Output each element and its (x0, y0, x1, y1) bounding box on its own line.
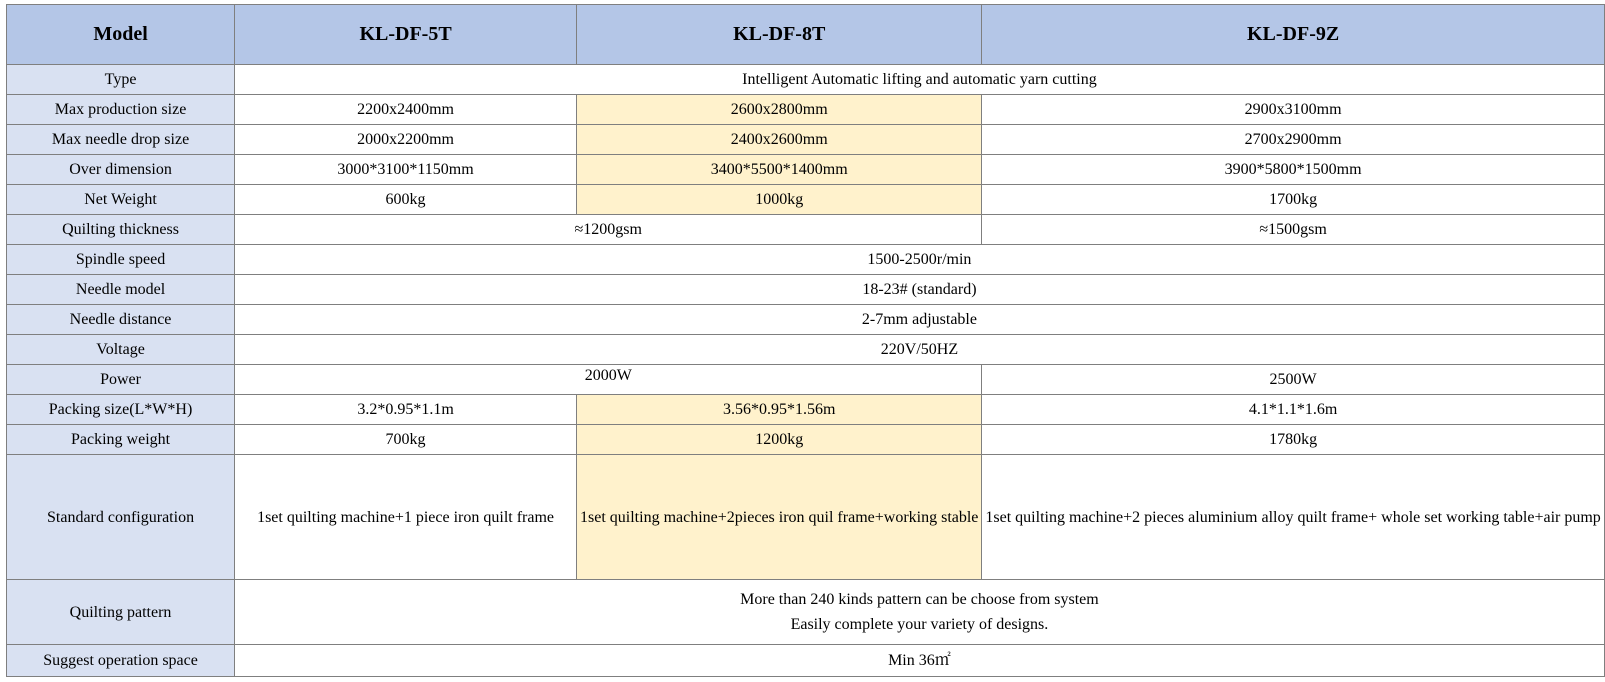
label-max-needle-drop-size: Max needle drop size (7, 125, 235, 155)
value-packing-weight-8t: 1200kg (577, 425, 982, 455)
row-voltage (7, 335, 1605, 365)
value-over-dimension-8t: 3400*5500*1400mm (577, 155, 982, 185)
label-standard-configuration: Standard configuration (7, 455, 235, 580)
row-max-production-size (7, 95, 1605, 125)
value-packing-weight-9z: 1780kg (982, 425, 1604, 455)
row-spindle-speed (7, 245, 1605, 275)
value-max-needle-drop-size-9z: 2700x2900mm (982, 125, 1604, 155)
label-needle-model: Needle model (7, 275, 235, 305)
label-suggest-operation-space: Suggest operation space (7, 645, 235, 677)
quilting-pattern-line-2: Easily complete your variety of designs. (790, 616, 1049, 633)
quilting-pattern-line-1: More than 240 kinds pattern can be choose from system (740, 591, 1099, 608)
value-voltage: 220V/50HZ (235, 335, 1605, 365)
label-max-production-size: Max production size (7, 95, 235, 125)
value-suggest-operation-space: Min 36㎡ (235, 645, 1605, 677)
value-net-weight-8t: 1000kg (577, 185, 982, 215)
value-max-production-size-9z: 2900x3100mm (982, 95, 1604, 125)
value-standard-configuration-8t: 1set quilting machine+2pieces iron quil frame+working stable (577, 455, 982, 580)
label-needle-distance: Needle distance (7, 305, 235, 335)
label-packing-size: Packing size(L*W*H) (7, 395, 235, 425)
header-model-8t: KL-DF-8T (577, 5, 982, 65)
row-suggest-operation-space (7, 645, 1605, 677)
row-net-weight (7, 185, 1605, 215)
row-standard-configuration (7, 455, 1605, 580)
value-over-dimension-5t: 3000*3100*1150mm (235, 155, 577, 185)
value-needle-distance: 2-7mm adjustable (235, 305, 1605, 335)
label-voltage: Voltage (7, 335, 235, 365)
value-packing-size-8t: 3.56*0.95*1.56m (577, 395, 982, 425)
value-needle-model: 18-23# (standard) (235, 275, 1605, 305)
value-power-9z: 2500W (982, 365, 1604, 395)
label-quilting-pattern: Quilting pattern (7, 580, 235, 645)
value-packing-size-5t: 3.2*0.95*1.1m (235, 395, 577, 425)
row-needle-model (7, 275, 1605, 305)
row-power (7, 365, 1605, 395)
value-spindle-speed: 1500-2500r/min (235, 245, 1605, 275)
label-type: Type (7, 65, 235, 95)
value-net-weight-9z: 1700kg (982, 185, 1604, 215)
row-packing-weight (7, 425, 1605, 455)
label-spindle-speed: Spindle speed (7, 245, 235, 275)
label-packing-weight: Packing weight (7, 425, 235, 455)
value-max-needle-drop-size-8t: 2400x2600mm (577, 125, 982, 155)
row-over-dimension (7, 155, 1605, 185)
row-quilting-thickness (7, 215, 1605, 245)
spec-table (6, 4, 1605, 677)
label-over-dimension: Over dimension (7, 155, 235, 185)
header-model-label: Model (7, 5, 235, 65)
row-needle-distance (7, 305, 1605, 335)
row-quilting-pattern (7, 580, 1605, 645)
value-max-production-size-8t: 2600x2800mm (577, 95, 982, 125)
header-row (7, 5, 1605, 65)
value-quilting-pattern (235, 580, 1605, 645)
value-net-weight-5t: 600kg (235, 185, 577, 215)
label-power: Power (7, 365, 235, 395)
value-power-5t-8t: 2000W (235, 365, 982, 395)
label-net-weight: Net Weight (7, 185, 235, 215)
header-model-5t: KL-DF-5T (235, 5, 577, 65)
value-over-dimension-9z: 3900*5800*1500mm (982, 155, 1604, 185)
value-packing-size-9z: 4.1*1.1*1.6m (982, 395, 1604, 425)
value-max-production-size-5t: 2200x2400mm (235, 95, 577, 125)
value-max-needle-drop-size-5t: 2000x2200mm (235, 125, 577, 155)
label-quilting-thickness: Quilting thickness (7, 215, 235, 245)
row-packing-size (7, 395, 1605, 425)
value-packing-weight-5t: 700kg (235, 425, 577, 455)
header-model-9z: KL-DF-9Z (982, 5, 1604, 65)
row-max-needle-drop-size (7, 125, 1605, 155)
value-quilting-thickness-9z: ≈1500gsm (982, 215, 1604, 245)
value-standard-configuration-5t: 1set quilting machine+1 piece iron quilt frame (235, 455, 577, 580)
value-quilting-thickness-5t-8t: ≈1200gsm (235, 215, 982, 245)
value-standard-configuration-9z: 1set quilting machine+2 pieces aluminium alloy quilt frame+ whole set working table+air pump (982, 455, 1604, 580)
value-type: Intelligent Automatic lifting and automatic yarn cutting (235, 65, 1605, 95)
row-type (7, 65, 1605, 95)
